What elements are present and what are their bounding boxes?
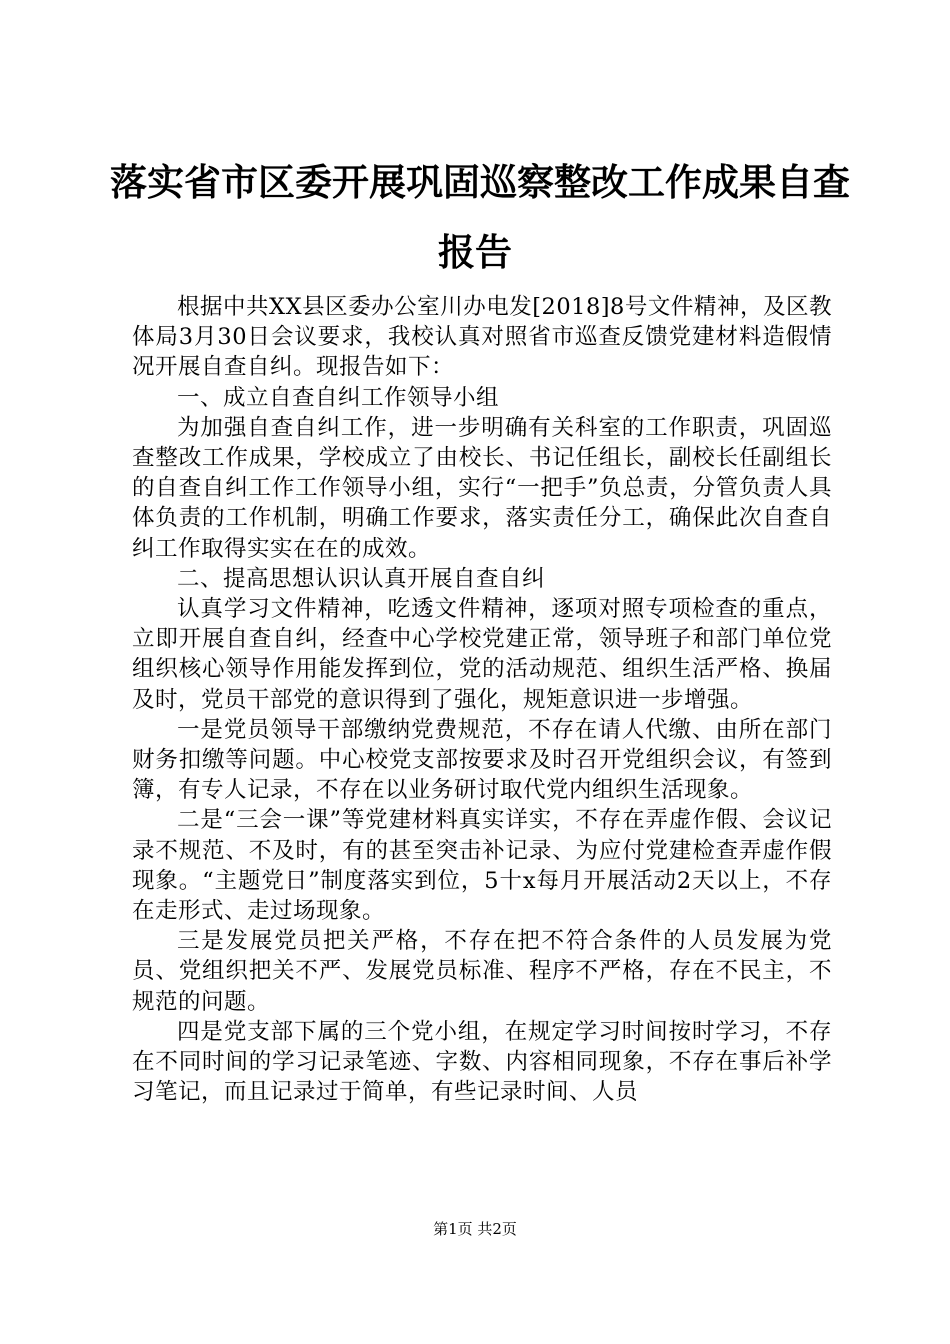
- paragraph-point-3: 三是发展党员把关严格，不存在把不符合条件的人员发展为党员、党组织把关不严、发展党员标准、程序不严格，存在不民主，不规范的问题。: [132, 928, 832, 1015]
- paragraph-intro: 根据中共XX县区委办公室川办电发[2018]8号文件精神，及区教体局3月30日会议要求，我校认真对照省市巡查反馈党建材料造假情况开展自查自纠。现报告如下：: [132, 294, 832, 381]
- document-title-line-2: 报告: [438, 230, 512, 274]
- section-heading-1: 一、成立自查自纠工作领导小组: [177, 384, 500, 411]
- paragraph-point-2: 二是“三会一课”等党建材料真实详实，不存在弄虚作假、会议记录不规范、不及时，有的甚至突击补记录、为应付党建检查弄虚作假现象。“主题党日”制度落实到位，5十x每月开展活动2天以上，不存在走形式、走过场现象。: [132, 807, 832, 925]
- document-body: [132, 292, 832, 1107]
- document-title-line-1: 落实省市区委开展巩固巡察整改工作成果自查: [110, 160, 850, 204]
- page-number-footer: 第1页 共2页: [433, 1220, 517, 1238]
- paragraph-point-1: 一是党员领导干部缴纳党费规范，不存在请人代缴、由所在部门财务扣缴等问题。中心校党支部按要求及时召开党组织会议，有签到簿，有专人记录，不存在以业务研讨取代党内组织生活现象。: [132, 716, 832, 804]
- paragraph-point-4: 四是党支部下属的三个党小组，在规定学习时间按时学习，不存在不同时间的学习记录笔迹、字数、内容相同现象，不存在事后补学习笔记，而且记录过于简单，有些记录时间、人员: [132, 1018, 832, 1106]
- paragraph-self-inspection: 认真学习文件精神，吃透文件精神，逐项对照专项检查的重点，立即开展自查自纠，经查中心学校党建正常，领导班子和部门单位党组织核心领导作用能发挥到位，党的活动规范、组织生活严格、换届及时，党员干部党的意识得到了强化，规矩意识进一步增强。: [132, 596, 832, 713]
- paragraph-leadership-group: 为加强自查自纠工作，进一步明确有关科室的工作职责，巩固巡查整改工作成果，学校成立了由校长、书记任组长，副校长任副组长的自查自纠工作工作领导小组，实行“一把手”负总责，分管负责人具体负责的工作机制，明确工作要求，落实责任分工，确保此次自查自纠工作取得实实在在的成效。: [132, 414, 832, 562]
- section-heading-2: 二、提高思想认识认真开展自查自纠: [177, 565, 546, 592]
